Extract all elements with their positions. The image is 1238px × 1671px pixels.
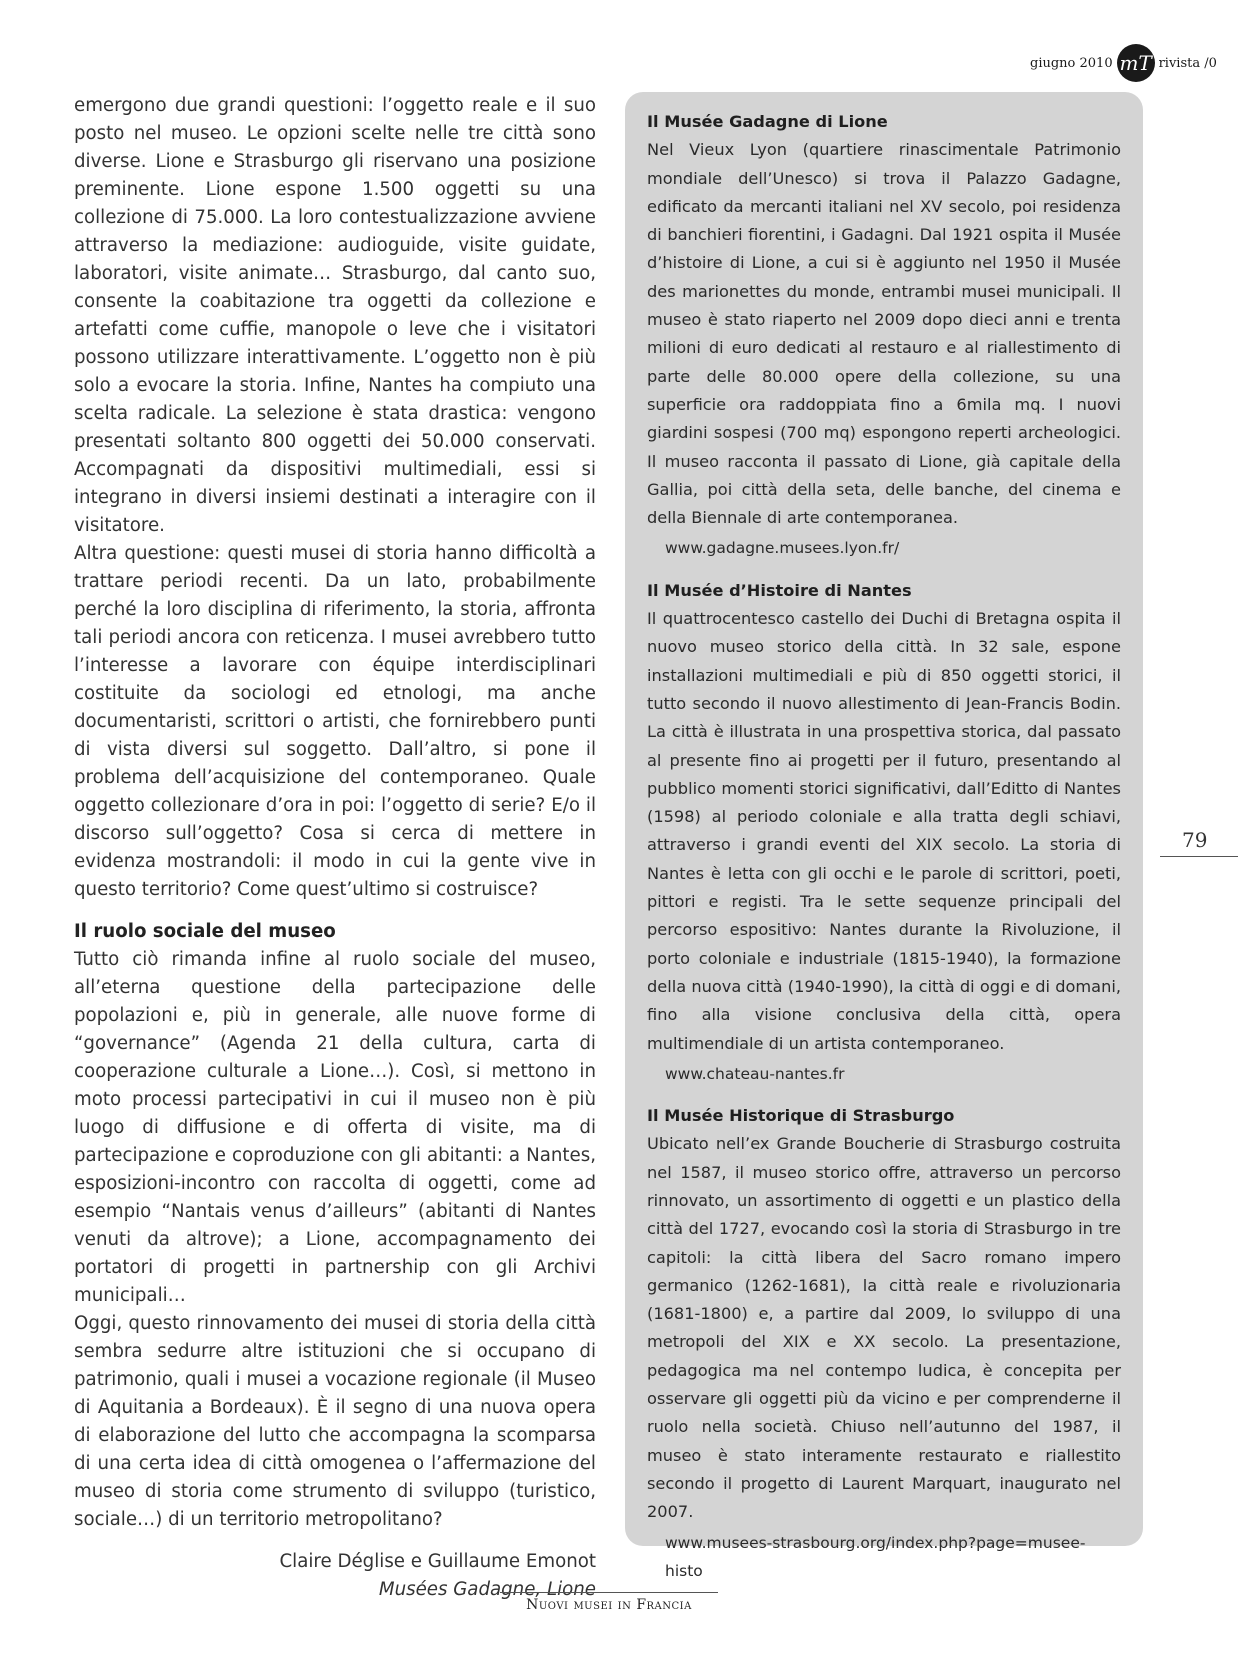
museum-url: www.gadagne.musees.lyon.fr/ [665, 539, 900, 558]
running-head [1030, 44, 1217, 82]
magazine-logo: mT [1117, 44, 1155, 82]
museum-url: www.chateau-nantes.fr [665, 1064, 845, 1083]
museum-url: www.musees-strasbourg.org/index.php?page=musee-histo [665, 1533, 1086, 1580]
page-number: 79 [1182, 828, 1208, 852]
article-paragraph: Oggi, questo rinnovamento dei musei di storia della città sembra sedurre altre istituzioni che si occupano di patrimonio, quali i musei a vocazione regionale (il Museo di Aquitania a Bordeaux). È il segno di una nuova opera di elaborazione del lutto che accompagna la scomparsa di una certa idea di città omogenea o l’affermazione del museo di storia come strumento di sviluppo (turistico, sociale…) di un territorio metropolitano? [74, 1313, 596, 1530]
museum-title: Il Musée Historique di Strasburgo [647, 1106, 955, 1126]
main-article-column [74, 92, 596, 1604]
museum-description: Nel Vieux Lyon (quartiere rinascimentale Patrimonio mondiale dell’Unesco) si trova il Palazzo Gadagne, edificato da mercanti italiani nel XV secolo, poi residenza di banchieri fiorentini, i Gadagni. Dal 1921 ospita il Musée d’histoire di Lione, a cui si è aggiunto nel 1950 il Musée des marionettes du monde, entrambi musei municipali. Il museo è stato riaperto nel 2009 dopo dieci anni e trenta milioni di euro dedicati al restauro e al riallestimento di parte delle 80.000 opere della collezione, su una superficie ora raddoppiata fino a 6mila mq. I nuovi giardini sospesi (700 mq) espongono reperti archeologici. Il museo racconta il passato di Lione, già capitale della Gallia, poi città della seta, delle banche, del cinema e della Biennale di arte contemporanea. [647, 140, 1121, 528]
museum-description: Il quattrocentesco castello dei Duchi di Bretagna ospita il nuovo museo storico della città. In 32 sale, espone installazioni multimediali e più di 850 oggetti storici, il tutto secondo il nuovo allestimento di Jean-Francis Bodin. La città è illustrata in una prospettiva storica, dal passato al presente fino ai progetti per il futuro, presentando al pubblico momenti storici significativi, dall’Editto di Nantes (1598) al periodo coloniale e alla tratta degli schiavi, attraverso i grandi eventi del XIX secolo. La storia di Nantes è letta con gli occhi e le parole di scrittori, poeti, pittori e registi. Tra le sette sequenze principali del percorso espositivo: Nantes durante la Rivoluzione, il porto coloniale e industriale (1815-1940), la formazione della nuova città (1940-1990), la città di oggi e di domani, fino alla visione conclusiva della città, opera multimendiale di un artista contemporaneo. [647, 609, 1121, 1053]
article-paragraph: Altra questione: questi musei di storia hanno difficoltà a trattare periodi recenti. Da un lato, probabilmente perché la loro disciplina di riferimento, la storia, affronta tali periodi ancora con reticenza. I musei avrebbero tutto l’interesse a lavorare con équipe interdisciplinari costituite da sociologi ed etnologi, ma anche documentaristi, scrittori o artisti, che fornirebbero punti di vista diversi sul soggetto. Dall’altro, si pone il problema dell’acquisizione del contemporaneo. Quale oggetto collezionare d’ora in poi: l’oggetto di serie? E/o il discorso sull’oggetto? Cosa si cerca di mettere in evidenza mostrandoli: il modo in cui la gente vive in questo territorio? Come quest’ultimo si costruisce? [74, 543, 596, 900]
article-paragraph: Tutto ciò rimanda infine al ruolo sociale del museo, all’eterna questione della partecipazione delle popolazioni e, più in generale, alle nuove forme di “governance” (Agenda 21 della cultura, carta di cooperazione culturale a Lione…). Così, si mettono in moto processi partecipativi in cui il museo non è più luogo di diffusione e di offerta di visite, ma di partecipazione e coproduzione con gli abitanti: a Nantes, esposizioni-incontro con raccolta di oggetti, come ad esempio “Nantais venus d’ailleurs” (abitanti di Nantes venuti da altrove); a Lione, accompagnamento dei portatori di progetti in partnership con gli Archivi municipali… [74, 949, 596, 1306]
museum-title: Il Musée d’Histoire di Nantes [647, 580, 912, 600]
page-number-rule [1160, 856, 1238, 857]
author-institution: Musées Gadagne, Lione [378, 1579, 596, 1600]
author-names: Claire Déglise e Guillaume Emonot [279, 1551, 596, 1572]
museum-title: Il Musée Gadagne di Lione [647, 112, 888, 131]
museum-description: Ubicato nell’ex Grande Boucherie di Strasburgo costruita nel 1587, il museo storico offre, attraverso un percorso rinnovato, un assortimento di oggetti e un plastico della città del 1727, evocando così la storia di Strasburgo in tre capitoli: la città libera del Sacro romano impero germanico (1262-1681), la città reale e rivoluzionaria (1681-1800) e, a partire dal 2009, lo sviluppo di una metropoli del XIX e XX secolo. La presentazione, pedagogica ma nel contempo ludica, è concepita per osservare gli oggetti più da vicino e per comprenderne il ruolo nella società. Chiuso nell’autunno del 1987, il museo è stato interamente restaurato e riallestito secondo il progetto di Laurent Marquart, inaugurato nel 2007. [647, 1134, 1121, 1522]
museum-info-sidebar [625, 92, 1143, 1580]
museum-box-lyon [647, 108, 1121, 563]
museum-box-nantes [647, 577, 1121, 1088]
section-footer: Nuovi musei in Francia [526, 1597, 692, 1613]
issue-date: giugno 2010 [1030, 55, 1113, 71]
footer-rule [500, 1592, 718, 1593]
article-signature [74, 1548, 596, 1604]
section-heading: Il ruolo sociale del museo [74, 921, 336, 942]
museum-box-strasbourg [647, 1102, 1121, 1585]
issue-number: rivista /0 [1158, 55, 1217, 71]
article-paragraph: emergono due grandi questioni: l’oggetto reale e il suo posto nel museo. Le opzioni scelte nelle tre città sono diverse. Lione e Strasburgo gli riservano una posizione preminente. Lione espone 1.500 oggetti su una collezione di 75.000. La loro contestualizzazione avviene attraverso la mediazione: audioguide, visite guidate, laboratori, visite animate… Strasburgo, dal canto suo, consente la coabitazione tra oggetti da collezione e artefatti come cuffie, manopole o leve che i visitatori possono utilizzare interattivamente. L’oggetto non è più solo a evocare la storia. Infine, Nantes ha compiuto una scelta radicale. La selezione è stata drastica: vengono presentati soltanto 800 oggetti dei 50.000 conservati. Accompagnati da dispositivi multimediali, essi si integrano in diversi insiemi destinati a interagire con il visitatore. [74, 95, 596, 536]
